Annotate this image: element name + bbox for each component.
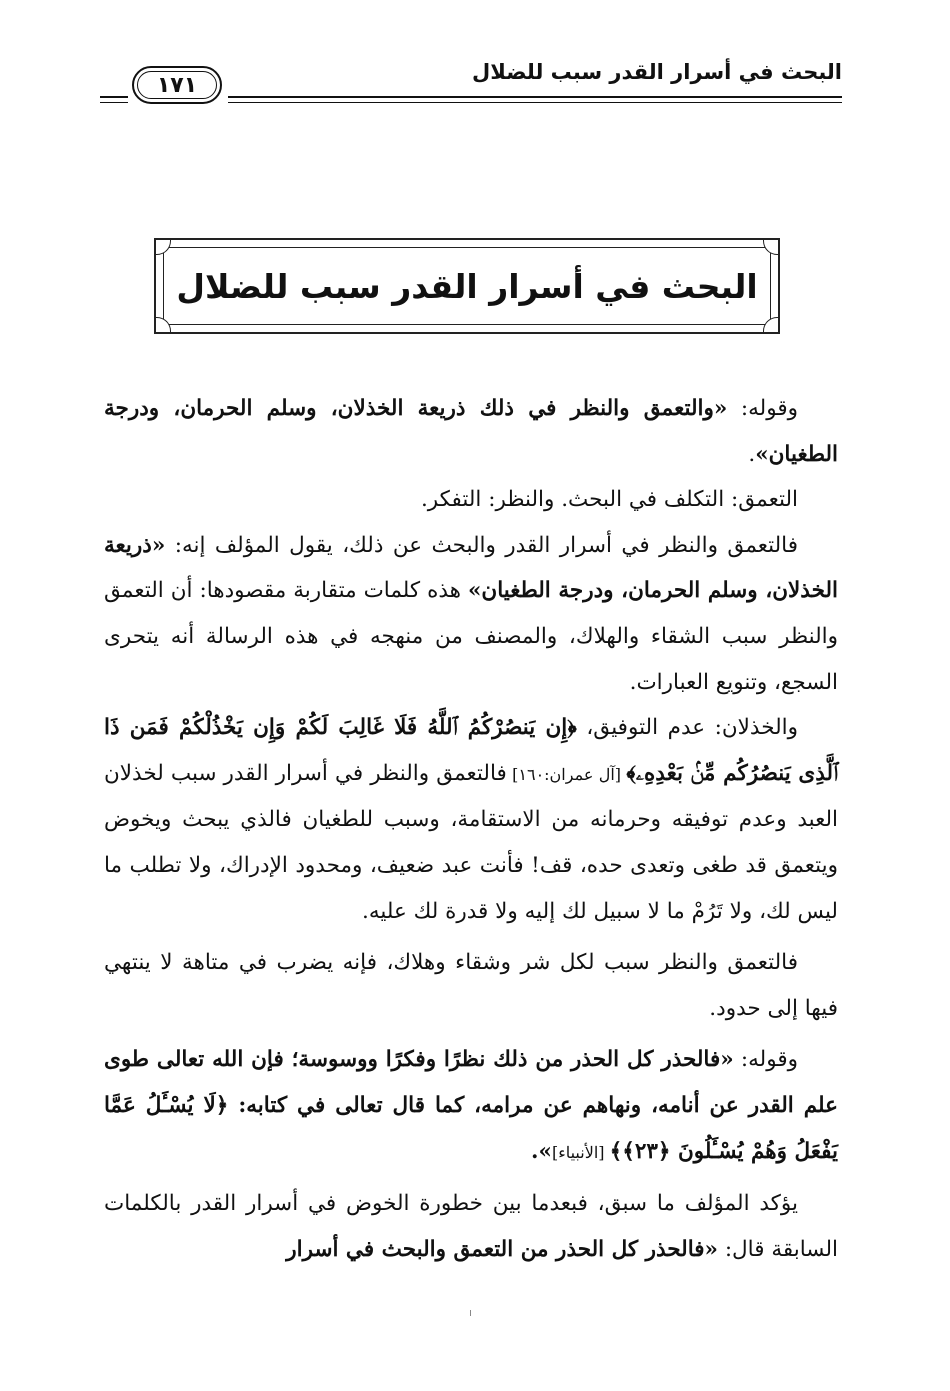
verse-reference: [آل عمران:١٦٠] <box>506 764 627 784</box>
paragraph-2 <box>104 477 838 523</box>
scan-mark <box>470 1310 471 1316</box>
text-run: فالتعمق والنظر في أسرار القدر سبب لخذلان العبد وعدم توفيقه وحرمانه من الاستقامة، وسبب للطغيان فالذي يبحث ويخوض ويتعمق قد طغى وتعدى حده، قف! فأنت عبد ضعيف، ومحدود الإدراك، ولا تطلب ما ليس لك، ولا تَرُمْ ما لا سبيل لك إليه ولا قدرة لك عليه. <box>104 760 838 924</box>
chapter-title: البحث في أسرار القدر سبب للضلال <box>176 266 758 306</box>
body-text <box>104 386 838 1272</box>
text-run: فالتعمق والنظر سبب لكل شر وشقاء وهلاك، فإنه يضرب في متاهة لا ينتهي فيها إلى حدود. <box>104 950 838 1021</box>
header-rule-left <box>100 96 128 103</box>
paragraph-6 <box>104 1037 838 1175</box>
text-run: هذه كلمات متقاربة مقصودها: أن التعمق والنظر سبب الشقاء والهلاك، والمصنف من منهجه في هذه الرسالة أنه يتحرى السجع، وتنويع العبارات. <box>104 578 838 695</box>
running-header <box>100 58 842 108</box>
quoted-text: «فالحذر كل الحذر من ذلك نظرًا وفكرًا ووسوسة؛ فإن الله تعالى طوى علم القدر عن أنامه، ونهاهم عن مرامه، كما قال تعالى في كتابه: <box>104 1047 838 1118</box>
page-number-frame <box>132 66 222 104</box>
text-run: والخذلان: عدم التوفيق، <box>576 715 798 741</box>
quoted-text: «ذريعة الخذلان، وسلم الحرمان، ودرجة الطغيان» <box>104 532 838 604</box>
quoted-text: «فالحذر كل الحذر من التعمق والبحث في أسرار <box>286 1236 718 1262</box>
header-rule <box>228 96 842 103</box>
quran-verse: ﴿لَا يُسْـَٔلُ عَمَّا يَفْعَلُ وَهُمْ يُسْـَٔلُونَ ﴿٢٣﴾﴾ <box>104 1092 838 1164</box>
paragraph-4 <box>104 705 838 934</box>
paragraph-7 <box>104 1181 838 1272</box>
text-run: التعمق: التكلف في البحث. والنظر: التفكر. <box>420 487 798 513</box>
text-run: ». <box>531 1138 552 1164</box>
text-run: . <box>748 441 756 467</box>
chapter-title-box <box>154 238 780 334</box>
text-run: وقوله: <box>727 396 798 421</box>
text-run: يؤكد المؤلف ما سبق، فبعدما بين خطورة الخوض في أسرار القدر بالكلمات السابقة قال: <box>104 1191 838 1262</box>
paragraph-5 <box>104 940 838 1031</box>
text-run: فالتعمق والنظر في أسرار القدر والبحث عن ذلك، يقول المؤلف إنه: <box>165 532 798 558</box>
quran-verse: ﴿إِن يَنصُرْكُمُ ٱللَّهُ فَلَا غَالِبَ لَكُمْ وَإِن يَخْذُلْكُمْ فَمَن ذَا ٱلَّذِى يَنصُرُكُم مِّنۢ بَعْدِهِۦ﴾ <box>104 715 839 786</box>
verse-reference: [الأنبياء] <box>551 1142 610 1162</box>
quoted-text: «والتعمق والنظر في ذلك ذريعة الخذلان، وسلم الحرمان، ودرجة الطغيان» <box>104 396 838 467</box>
paragraph-1 <box>104 386 838 477</box>
running-title: البحث في أسرار القدر سبب للضلال <box>472 60 842 84</box>
paragraph-3 <box>104 523 838 705</box>
text-run: وقوله: <box>733 1047 798 1073</box>
page-number: ١٧١ <box>156 72 198 98</box>
